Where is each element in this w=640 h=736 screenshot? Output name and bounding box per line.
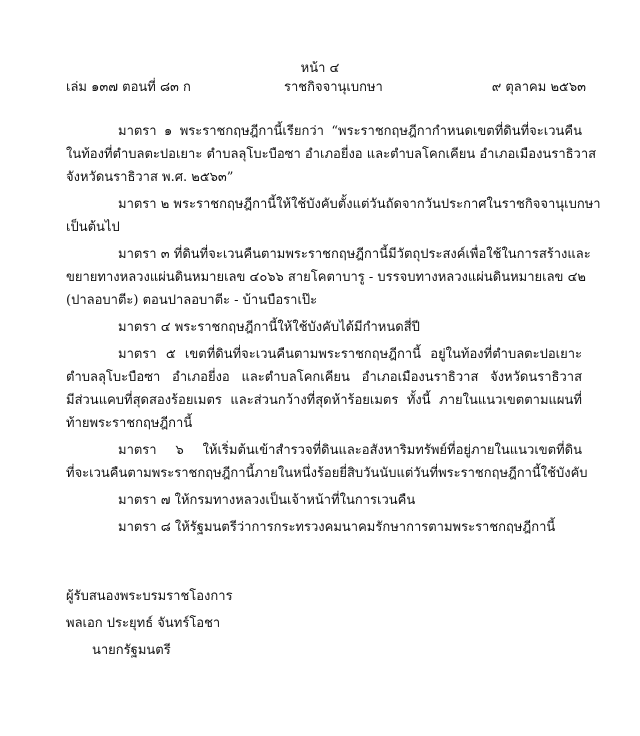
section-6 <box>66 439 588 485</box>
section-line: มีส่วนแคบที่สุดสองร้อยเมตร และส่วนกว้างที่สุดห้าร้อยเมตร ทั้งนี้ ภายในแนวเขตตามแผนที่ <box>66 393 582 408</box>
signatory-title: นายกรัฐมนตรี <box>92 643 171 658</box>
section-8 <box>66 516 582 539</box>
page-number: หน้า ๔ <box>300 61 340 76</box>
section-line: ที่จะเวนคืนตามพระราชกฤษฎีกานี้ภายในหนึ่งร้อยยี่สิบวันนับแต่วันที่พระราชกฤษฎีกานี้ใช้บังคับ <box>66 466 588 481</box>
section-line: ตำบลลุโบะบือซา อำเภอยี่งอ และตำบลโคกเคียน อำเภอเมืองนราธิวาส จังหวัดนราธิวาส <box>66 370 582 385</box>
section-7 <box>66 489 582 512</box>
publication-date: ๙ ตุลาคม ๒๕๖๓ <box>491 80 586 95</box>
section-line: ท้ายพระราชกฤษฎีกานี้ <box>66 416 193 431</box>
section-line: มาตรา ๕ เขตที่ดินที่จะเวนคืนตามพระราชกฤษฎีกานี้ อยู่ในท้องที่ตำบลตะปอเยาะ <box>118 347 582 362</box>
decree-body <box>66 120 601 543</box>
section-3 <box>66 243 591 312</box>
section-line: มาตรา ๖ ให้เริ่มต้นเข้าสำรวจที่ดินและอสังหาริมทรัพย์ที่อยู่ภายในแนวเขตที่ดิน <box>118 443 582 458</box>
section-line: มาตรา ๔ พระราชกฤษฎีกานี้ให้ใช้บังคับได้มีกำหนดสี่ปี <box>118 320 420 335</box>
section-line: มาตรา ๘ ให้รัฐมนตรีว่าการกระทรวงคมนาคมรักษาการตามพระราชกฤษฎีกานี้ <box>118 520 556 535</box>
volume-info: เล่ม ๑๓๗ ตอนที่ ๘๓ ก <box>66 80 191 95</box>
publication-name: ราชกิจจานุเบกษา <box>284 80 383 95</box>
section-line: มาตรา ๗ ให้กรมทางหลวงเป็นเจ้าหน้าที่ในการเวนคืน <box>118 493 416 508</box>
section-line: ขยายทางหลวงแผ่นดินหมายเลข ๔๐๖๖ สายโคตาบารู - บรรจบทางหลวงแผ่นดินหมายเลข ๔๒ <box>66 270 586 285</box>
section-4 <box>66 316 582 339</box>
section-line: (ปาลอบาตีะ) ตอนปาลอบาตีะ - บ้านบือราเป๊ะ <box>66 293 318 308</box>
section-line: มาตรา ๓ ที่ดินที่จะเวนคืนตามพระราชกฤษฎีกานี้มีวัตถุประสงค์เพื่อใช้ในการสร้างและ <box>118 247 591 262</box>
section-line: มาตรา ๒ พระราชกฤษฎีกานี้ให้ใช้บังคับตั้งแต่วันถัดจากวันประกาศในราชกิจจานุเบกษา <box>118 197 601 212</box>
section-line: ในท้องที่ตำบลตะปอเยาะ ตำบลลุโบะบือซา อำเภอยี่งอ และตำบลโคกเคียน อำเภอเมืองนราธิวาส <box>66 147 597 162</box>
section-2 <box>66 193 601 239</box>
section-line: เป็นต้นไป <box>66 220 120 235</box>
section-1 <box>66 120 597 189</box>
section-line: จังหวัดนราธิวาส พ.ศ. ๒๕๖๓” <box>66 170 234 185</box>
section-5 <box>66 343 582 435</box>
signatory-name: พลเอก ประยุทธ์ จันทร์โอชา <box>66 616 221 631</box>
section-line: มาตรา ๑ พระราชกฤษฎีกานี้เรียกว่า “พระราชกฤษฎีกากำหนดเขตที่ดินที่จะเวนคืน <box>118 124 582 139</box>
signature-block <box>66 583 233 664</box>
countersign-label: ผู้รับสนองพระบรมราชโองการ <box>66 589 233 604</box>
